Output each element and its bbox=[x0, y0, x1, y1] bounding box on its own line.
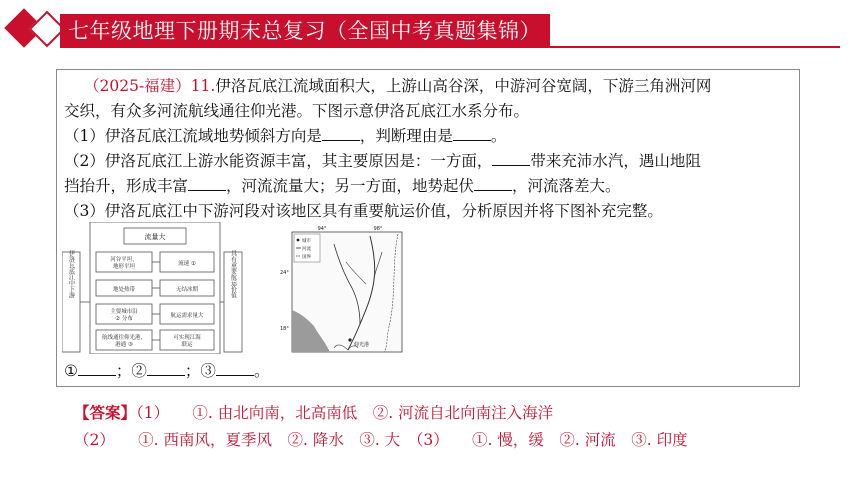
flow-row1-left-2: 地形平坦 bbox=[112, 264, 136, 270]
question-number: 11. bbox=[190, 77, 216, 95]
flow-row3-left-2: ② 分布 bbox=[115, 316, 133, 322]
sub-question-2-line-1 bbox=[64, 149, 794, 174]
question-stem-line-2: 交织，有众多河流航线通往仰光港。下图示意伊洛瓦底江水系分布。 bbox=[64, 102, 530, 120]
flow-row4-left-1: 航线通往仰光港， bbox=[101, 335, 147, 341]
flow-left-label: 伊洛瓦底江中下游 bbox=[67, 250, 75, 298]
map-lon-left: 94° bbox=[317, 226, 327, 232]
q1-text-b: ，判断理由是 bbox=[359, 127, 453, 145]
blank bbox=[474, 176, 512, 191]
blank bbox=[453, 126, 491, 141]
fill-label-3: ；③ bbox=[184, 362, 216, 380]
question-stem-line-1 bbox=[64, 74, 794, 99]
q2-text-c: 挡抬升，形成丰富 bbox=[64, 177, 189, 195]
header bbox=[0, 0, 860, 62]
city-symbol-icon bbox=[297, 239, 300, 242]
q2-text-d: ，河流流量大；另一方面，地势起伏 bbox=[226, 177, 475, 195]
sub-question-3: （3）伊洛瓦底江中下游河段对该地区具有重要航运价值，分析原因并将下图补充完整。 bbox=[64, 202, 663, 220]
flow-row4-right-1: 可实现江海 bbox=[173, 335, 201, 341]
flow-row1-left-1: 河谷平坦， bbox=[110, 257, 138, 263]
answer-line-1 bbox=[74, 399, 688, 427]
map-lat-top: 24° bbox=[280, 270, 289, 276]
legend-city: 城市 bbox=[302, 239, 311, 244]
legend-river: 河流 bbox=[302, 247, 311, 252]
page-title: 七年级地理下册期末总复习（全国中考真题集锦） bbox=[60, 14, 550, 48]
flow-row2-right: 无结冰期 bbox=[175, 287, 199, 293]
question-source: （2025-福建） bbox=[84, 77, 191, 95]
q2-text-a: （2）伊洛瓦底江上游水能资源丰富，其主要原因是：一方面， bbox=[64, 152, 493, 170]
flow-right-label: 具有重要航运价值 bbox=[229, 250, 237, 298]
yangon-city-icon bbox=[348, 338, 351, 341]
flow-row1-right: 流速 ① bbox=[178, 261, 196, 267]
question-stem-1: 伊洛瓦底江流域面积大，上游山高谷深，中游河谷宽阔，下游三角洲河网 bbox=[215, 77, 712, 95]
answer-text-1: （1） ①. 由北向南，北高南低 ②. 河流自北向南注入海洋 bbox=[136, 404, 554, 422]
flow-row2-left-1: 地处热带 bbox=[112, 287, 136, 293]
flow-row4-left-2: 港通 ③ bbox=[115, 342, 133, 348]
map-lat-bottom: 18° bbox=[280, 326, 289, 332]
flow-row3-left-1: 主要城市沿 bbox=[110, 309, 138, 315]
question-text bbox=[64, 74, 794, 224]
answer-line-2: （2） ①. 西南风，夏季风 ②. 降水 ③. 大 （3） ①. 慢，缓 ②. 河流 ③. 印度 bbox=[74, 431, 688, 449]
title-underline bbox=[550, 46, 840, 48]
sub-question-2-line-2 bbox=[64, 174, 794, 199]
answer-section bbox=[74, 399, 688, 454]
flowchart-diagram bbox=[62, 222, 244, 354]
q1-text-a: （1）伊洛瓦底江流域地势倾斜方向是 bbox=[64, 127, 322, 145]
fill-label-1: ① bbox=[64, 362, 78, 380]
q1-text-c: 。 bbox=[490, 127, 507, 145]
blank bbox=[492, 151, 530, 166]
blank bbox=[322, 126, 360, 141]
flow-top-label: 流量大 bbox=[144, 233, 166, 241]
flow-row3-right: 航运需求量大 bbox=[170, 313, 204, 319]
blank bbox=[78, 361, 116, 376]
answer-fill-line bbox=[64, 359, 269, 381]
map-lon-right: 98° bbox=[373, 226, 383, 232]
legend-border: 国界 bbox=[302, 255, 311, 260]
river-system-map bbox=[278, 222, 408, 354]
blank bbox=[147, 361, 185, 376]
q2-text-b: 带来充沛水汽，遇山地阻 bbox=[530, 152, 701, 170]
blank bbox=[188, 176, 226, 191]
fill-end: 。 bbox=[253, 362, 270, 380]
flow-row4-right-2: 联运 bbox=[181, 342, 193, 348]
fill-label-2: ；② bbox=[115, 362, 147, 380]
answer-label: 【答案】 bbox=[74, 403, 137, 422]
sub-question-1 bbox=[64, 124, 794, 149]
q2-text-e: ，河流落差大。 bbox=[512, 177, 621, 195]
blank bbox=[216, 361, 254, 376]
map-city-label: 仰光港 bbox=[354, 342, 370, 348]
